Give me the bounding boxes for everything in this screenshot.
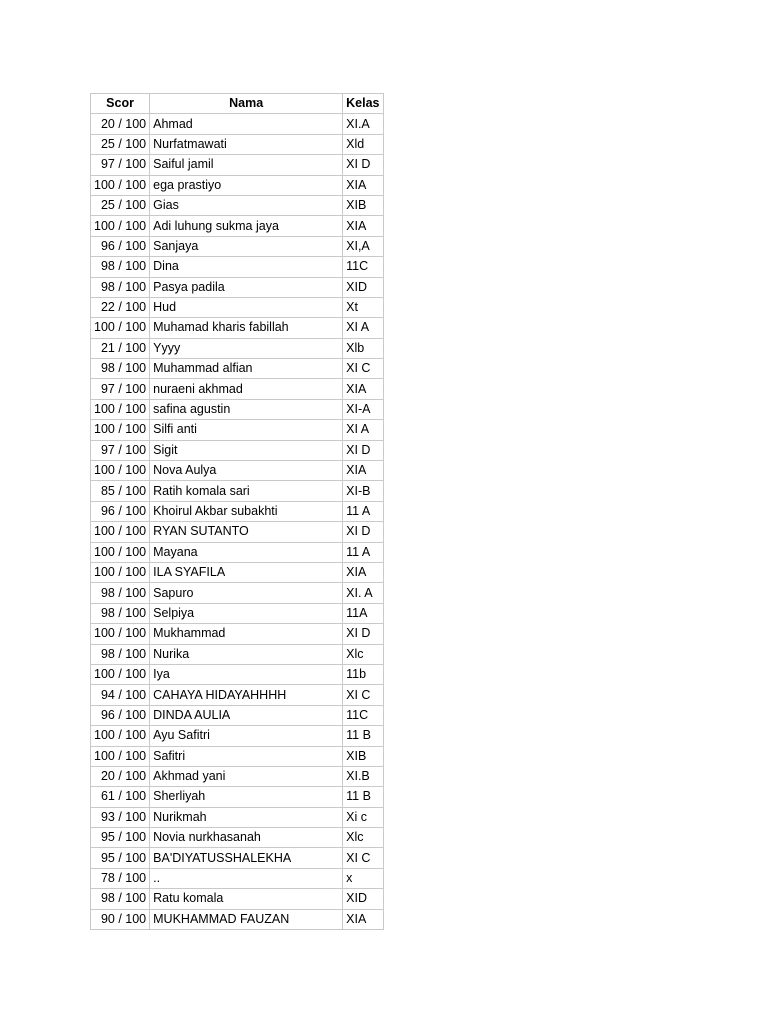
scor-cell: 98 / 100 (91, 257, 150, 277)
table-row (91, 889, 384, 909)
kelas-cell: Xlb (343, 338, 383, 358)
nama-cell: Ratu komala (150, 889, 343, 909)
nama-cell: Akhmad yani (150, 766, 343, 786)
table-row (91, 562, 384, 582)
nama-cell: Ratih komala sari (150, 481, 343, 501)
nama-cell: BA'DIYATUSSHALEKHA (150, 848, 343, 868)
nama-cell: ega prastiyo (150, 175, 343, 195)
kelas-cell: 11C (343, 257, 383, 277)
scor-cell: 100 / 100 (91, 461, 150, 481)
kelas-cell: XID (343, 277, 383, 297)
scor-cell: 98 / 100 (91, 359, 150, 379)
table-row (91, 868, 384, 888)
scor-cell: 96 / 100 (91, 705, 150, 725)
table-row (91, 257, 384, 277)
table-row (91, 236, 384, 256)
kelas-cell: XI C (343, 848, 383, 868)
table-row (91, 359, 384, 379)
kelas-cell: XI D (343, 522, 383, 542)
nama-cell: Sherliyah (150, 787, 343, 807)
scor-cell: 100 / 100 (91, 175, 150, 195)
table-row (91, 379, 384, 399)
scor-cell: 90 / 100 (91, 909, 150, 929)
table-row (91, 277, 384, 297)
table-row (91, 542, 384, 562)
kelas-cell: XI-A (343, 399, 383, 419)
nama-cell: Pasya padila (150, 277, 343, 297)
table-row (91, 318, 384, 338)
kelas-cell: XIA (343, 461, 383, 481)
header-nama: Nama (150, 94, 343, 114)
table-row (91, 726, 384, 746)
kelas-cell: Xlc (343, 644, 383, 664)
kelas-cell: 11C (343, 705, 383, 725)
table-row (91, 216, 384, 236)
kelas-cell: Xld (343, 134, 383, 154)
nama-cell: ILA SYAFILA (150, 562, 343, 582)
scor-cell: 78 / 100 (91, 868, 150, 888)
scor-cell: 94 / 100 (91, 685, 150, 705)
kelas-cell: x (343, 868, 383, 888)
scor-cell: 61 / 100 (91, 787, 150, 807)
scor-cell: 100 / 100 (91, 318, 150, 338)
nama-cell: Muhammad alfian (150, 359, 343, 379)
scor-cell: 100 / 100 (91, 542, 150, 562)
nama-cell: Nurfatmawati (150, 134, 343, 154)
nama-cell: Ayu Safitri (150, 726, 343, 746)
table-row (91, 420, 384, 440)
nama-cell: Selpiya (150, 603, 343, 623)
scor-cell: 98 / 100 (91, 644, 150, 664)
scor-cell: 97 / 100 (91, 440, 150, 460)
nama-cell: MUKHAMMAD FAUZAN (150, 909, 343, 929)
table-row (91, 522, 384, 542)
nama-cell: Saiful jamil (150, 155, 343, 175)
scor-cell: 95 / 100 (91, 828, 150, 848)
scor-cell: 96 / 100 (91, 501, 150, 521)
table-row (91, 766, 384, 786)
table-row (91, 155, 384, 175)
kelas-cell: XIB (343, 746, 383, 766)
scor-cell: 96 / 100 (91, 236, 150, 256)
header-kelas: Kelas (343, 94, 383, 114)
table-row (91, 175, 384, 195)
scor-cell: 100 / 100 (91, 522, 150, 542)
nama-cell: Sanjaya (150, 236, 343, 256)
table-row (91, 685, 384, 705)
table-row (91, 134, 384, 154)
kelas-cell: XI. A (343, 583, 383, 603)
nama-cell: nuraeni akhmad (150, 379, 343, 399)
table-row (91, 338, 384, 358)
scor-cell: 100 / 100 (91, 664, 150, 684)
nama-cell: Iya (150, 664, 343, 684)
nama-cell: Dina (150, 257, 343, 277)
scor-cell: 95 / 100 (91, 848, 150, 868)
nama-cell: Mukhammad (150, 624, 343, 644)
table-row (91, 787, 384, 807)
scor-cell: 21 / 100 (91, 338, 150, 358)
score-table (90, 93, 384, 930)
kelas-cell: XI,A (343, 236, 383, 256)
table-row (91, 481, 384, 501)
scor-cell: 100 / 100 (91, 399, 150, 419)
kelas-cell: XIA (343, 909, 383, 929)
scor-cell: 100 / 100 (91, 624, 150, 644)
kelas-cell: XIA (343, 562, 383, 582)
kelas-cell: XI-B (343, 481, 383, 501)
header-scor: Scor (91, 94, 150, 114)
scor-cell: 22 / 100 (91, 297, 150, 317)
scor-cell: 100 / 100 (91, 216, 150, 236)
kelas-cell: XI.A (343, 114, 383, 134)
nama-cell: Khoirul Akbar subakhti (150, 501, 343, 521)
scor-cell: 93 / 100 (91, 807, 150, 827)
nama-cell: Nova Aulya (150, 461, 343, 481)
nama-cell: RYAN SUTANTO (150, 522, 343, 542)
nama-cell: Gias (150, 195, 343, 215)
table-row (91, 807, 384, 827)
table-row (91, 705, 384, 725)
kelas-cell: 11 B (343, 787, 383, 807)
kelas-cell: 11b (343, 664, 383, 684)
kelas-cell: XI D (343, 440, 383, 460)
table-row (91, 297, 384, 317)
scor-cell: 100 / 100 (91, 726, 150, 746)
table-row (91, 195, 384, 215)
nama-cell: Sapuro (150, 583, 343, 603)
table-row (91, 440, 384, 460)
table-row (91, 909, 384, 929)
nama-cell: CAHAYA HIDAYAHHHH (150, 685, 343, 705)
kelas-cell: Xi c (343, 807, 383, 827)
table-row (91, 624, 384, 644)
scor-cell: 20 / 100 (91, 766, 150, 786)
nama-cell: Safitri (150, 746, 343, 766)
table-row (91, 501, 384, 521)
scor-cell: 100 / 100 (91, 562, 150, 582)
kelas-cell: 11 A (343, 501, 383, 521)
scor-cell: 85 / 100 (91, 481, 150, 501)
kelas-cell: XIA (343, 216, 383, 236)
nama-cell: safina agustin (150, 399, 343, 419)
table-body (91, 114, 384, 930)
nama-cell: Novia nurkhasanah (150, 828, 343, 848)
nama-cell: Nurika (150, 644, 343, 664)
kelas-cell: XI A (343, 420, 383, 440)
table-row (91, 664, 384, 684)
table-row (91, 583, 384, 603)
kelas-cell: XI D (343, 624, 383, 644)
nama-cell: Adi luhung sukma jaya (150, 216, 343, 236)
table-row (91, 461, 384, 481)
table-row (91, 114, 384, 134)
table-row (91, 399, 384, 419)
scor-cell: 98 / 100 (91, 277, 150, 297)
nama-cell: Muhamad kharis fabillah (150, 318, 343, 338)
scor-cell: 25 / 100 (91, 134, 150, 154)
kelas-cell: XI.B (343, 766, 383, 786)
table-row (91, 828, 384, 848)
kelas-cell: XIB (343, 195, 383, 215)
header-row (91, 94, 384, 114)
kelas-cell: XI D (343, 155, 383, 175)
nama-cell: Mayana (150, 542, 343, 562)
kelas-cell: 11A (343, 603, 383, 623)
kelas-cell: XI A (343, 318, 383, 338)
table-header (91, 94, 384, 114)
kelas-cell: XI C (343, 359, 383, 379)
kelas-cell: XIA (343, 379, 383, 399)
nama-cell: Silfi anti (150, 420, 343, 440)
table-row (91, 746, 384, 766)
scor-cell: 97 / 100 (91, 379, 150, 399)
scor-cell: 25 / 100 (91, 195, 150, 215)
scor-cell: 97 / 100 (91, 155, 150, 175)
kelas-cell: XID (343, 889, 383, 909)
kelas-cell: Xlc (343, 828, 383, 848)
kelas-cell: XIA (343, 175, 383, 195)
table-row (91, 848, 384, 868)
kelas-cell: Xt (343, 297, 383, 317)
table-row (91, 603, 384, 623)
nama-cell: Sigit (150, 440, 343, 460)
kelas-cell: XI C (343, 685, 383, 705)
nama-cell: Hud (150, 297, 343, 317)
nama-cell: .. (150, 868, 343, 888)
scor-cell: 98 / 100 (91, 889, 150, 909)
nama-cell: Ahmad (150, 114, 343, 134)
nama-cell: Yyyy (150, 338, 343, 358)
scor-cell: 98 / 100 (91, 583, 150, 603)
table-row (91, 644, 384, 664)
scor-cell: 98 / 100 (91, 603, 150, 623)
scor-cell: 100 / 100 (91, 420, 150, 440)
kelas-cell: 11 A (343, 542, 383, 562)
kelas-cell: 11 B (343, 726, 383, 746)
nama-cell: DINDA AULIA (150, 705, 343, 725)
nama-cell: Nurikmah (150, 807, 343, 827)
scor-cell: 100 / 100 (91, 746, 150, 766)
scor-cell: 20 / 100 (91, 114, 150, 134)
